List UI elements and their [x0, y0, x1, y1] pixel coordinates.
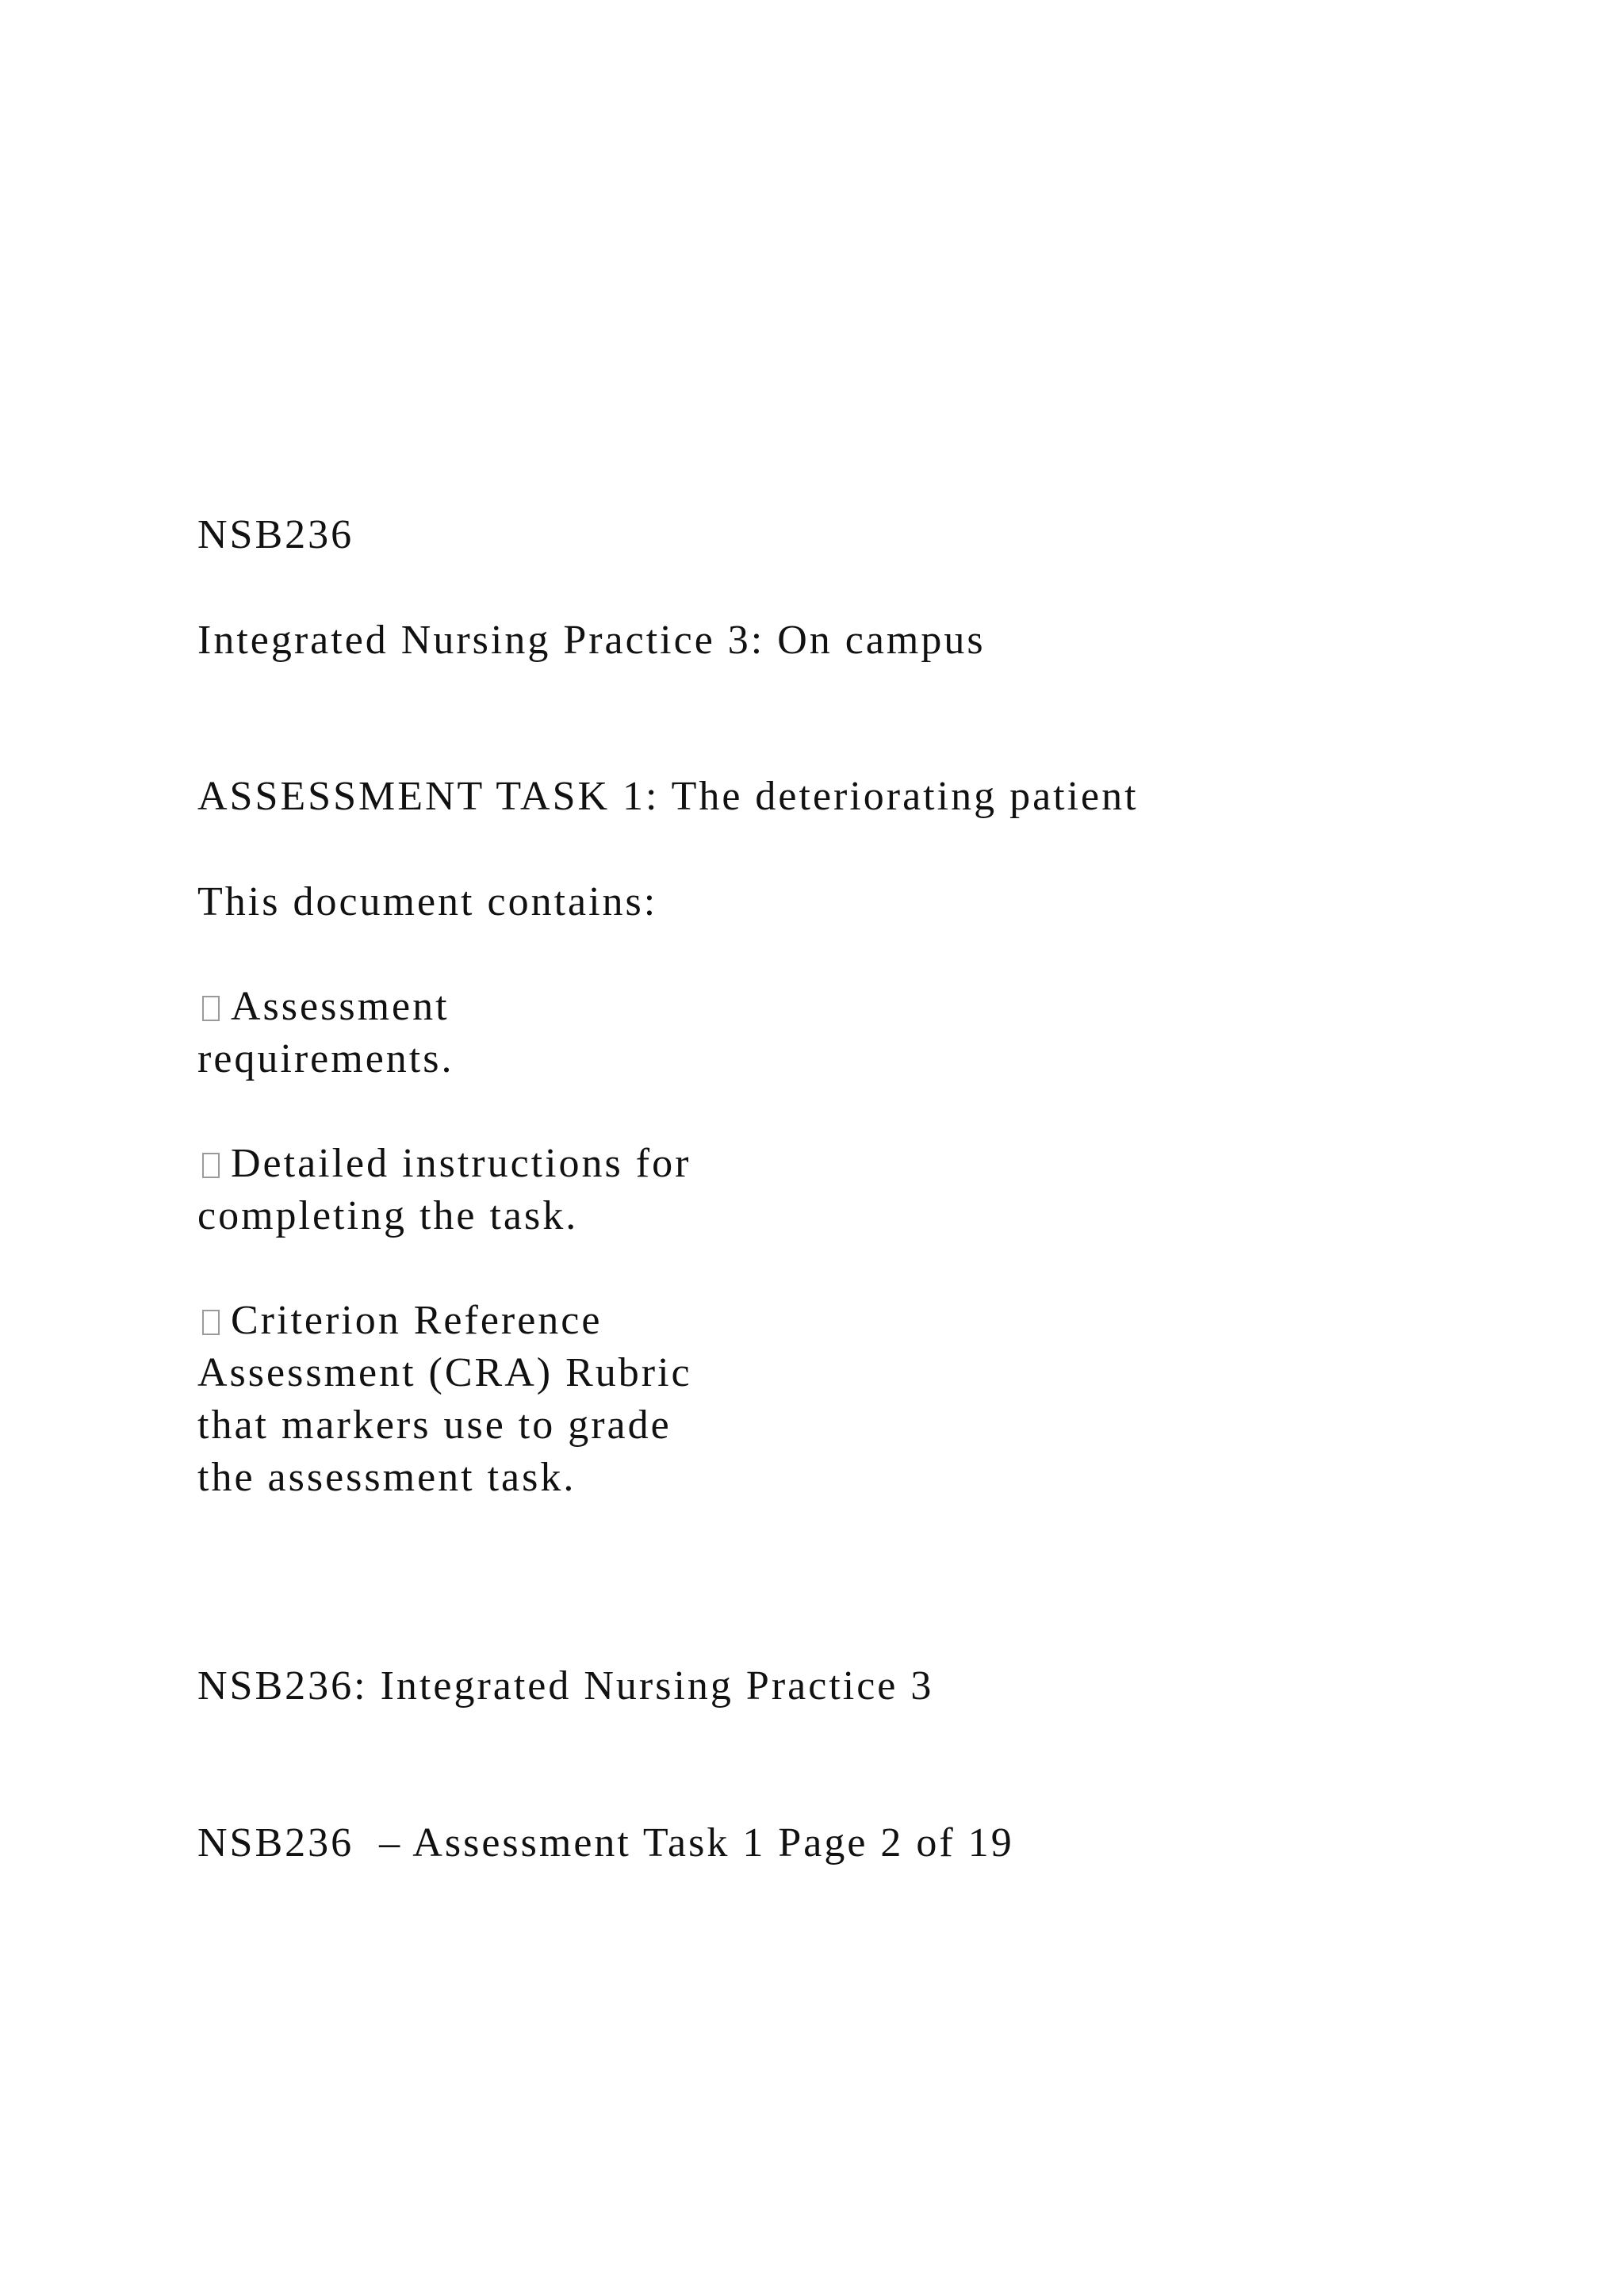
contents-item-3-line-2: Assessment (CRA) Rubric	[197, 1350, 692, 1395]
running-header-title: NSB236: Integrated Nursing Practice 3	[197, 1663, 934, 1709]
missing-glyph-box-icon	[202, 1153, 220, 1178]
contents-item-1	[197, 981, 454, 1085]
contents-item-text: Detailed instructions for	[231, 1141, 691, 1186]
course-title: Integrated Nursing Practice 3: On campus	[197, 618, 986, 663]
contents-item-text: Criterion Reference	[231, 1298, 603, 1343]
contents-item-3	[197, 1295, 692, 1504]
contents-item-2-line-2: completing the task.	[197, 1193, 579, 1238]
contents-item-3-line-1	[197, 1295, 692, 1347]
contents-item-text: Assessment	[231, 984, 450, 1029]
contents-item-1-line-1	[197, 981, 454, 1033]
missing-glyph-box-icon	[202, 996, 220, 1021]
contents-item-2-line-1	[197, 1138, 691, 1190]
contents-intro: This document contains:	[197, 879, 658, 924]
missing-glyph-box-icon	[202, 1310, 220, 1335]
contents-item-3-line-3: that markers use to grade	[197, 1402, 672, 1448]
contents-item-1-line-2: requirements.	[197, 1036, 454, 1081]
contents-item-2	[197, 1138, 691, 1242]
contents-item-3-line-4: the assessment task.	[197, 1455, 576, 1500]
course-code: NSB236	[197, 512, 354, 557]
assessment-title: ASSESSMENT TASK 1: The deteriorating patient	[197, 774, 1139, 819]
page-footer: NSB236 – Assessment Task 1 Page 2 of 19	[197, 1820, 1014, 1866]
